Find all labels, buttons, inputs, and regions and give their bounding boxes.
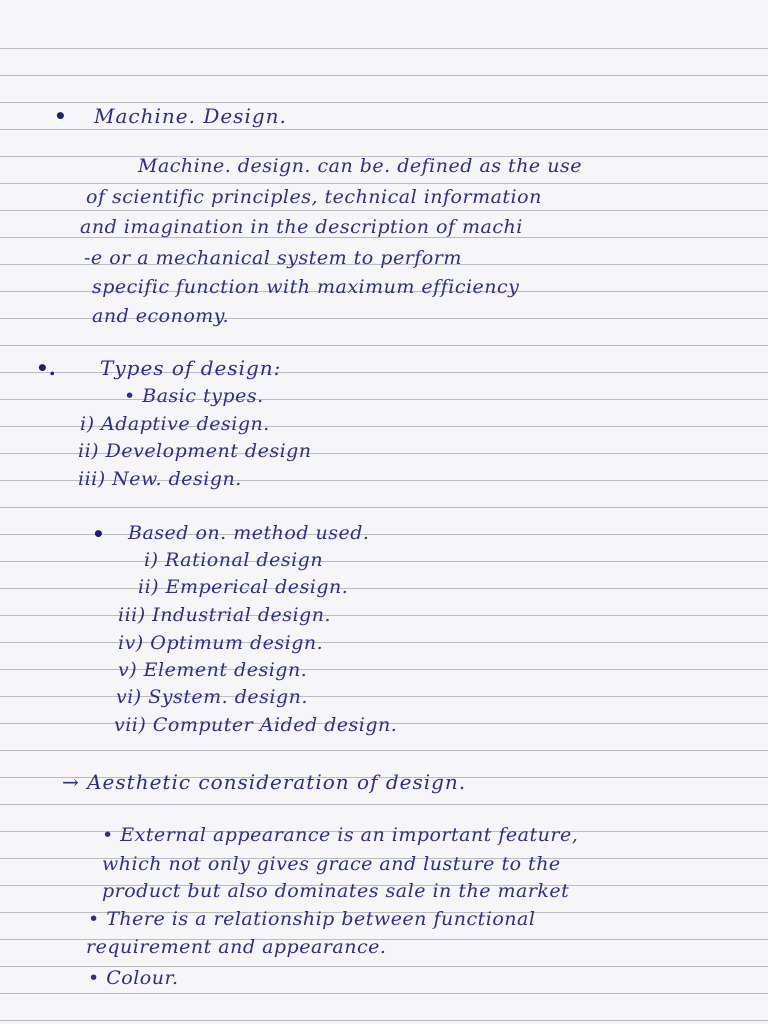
list-item: vi) System. design.: [116, 686, 308, 708]
subheading-basic-types: • Basic types.: [124, 385, 264, 407]
section-heading-machine-design: Machine. Design.: [94, 104, 287, 128]
paragraph-line: -e or a mechanical system to perform: [84, 247, 462, 269]
list-item: iii) New. design.: [78, 468, 242, 490]
list-item: vii) Computer Aided design.: [114, 714, 398, 736]
bullet: •: [54, 104, 67, 128]
list-item: ii) Development design: [78, 440, 312, 462]
list-item: iii) Industrial design.: [118, 604, 331, 626]
paragraph-line: which not only gives grace and lusture to the: [102, 853, 561, 875]
paragraph-line: • Colour.: [88, 967, 179, 989]
section-heading-types-of-design: Types of design:: [100, 356, 282, 380]
bullet: •.: [36, 356, 56, 380]
list-item: ii) Emperical design.: [138, 576, 349, 598]
paragraph-line: • There is a relationship between functional: [88, 908, 536, 930]
subheading-method-used: Based on. method used.: [128, 522, 370, 544]
paragraph-line: and imagination in the description of machi: [80, 216, 523, 238]
list-item: iv) Optimum design.: [118, 632, 324, 654]
paragraph-line: of scientific principles, technical information: [86, 186, 542, 208]
bullet: •: [92, 522, 105, 546]
paragraph-line: product but also dominates sale in the market: [102, 880, 570, 902]
list-item: i) Rational design: [144, 549, 324, 571]
paragraph-line: requirement and appearance.: [86, 936, 387, 958]
paragraph-line: • External appearance is an important feature,: [102, 824, 579, 846]
paragraph-line: Machine. design. can be. defined as the use: [138, 155, 582, 177]
list-item: v) Element design.: [118, 659, 308, 681]
list-item: i) Adaptive design.: [80, 413, 270, 435]
section-heading-aesthetic-consideration: → Aesthetic consideration of design.: [62, 770, 467, 794]
paragraph-line: and economy.: [92, 305, 230, 327]
paragraph-line: specific function with maximum efficiency: [92, 276, 520, 298]
